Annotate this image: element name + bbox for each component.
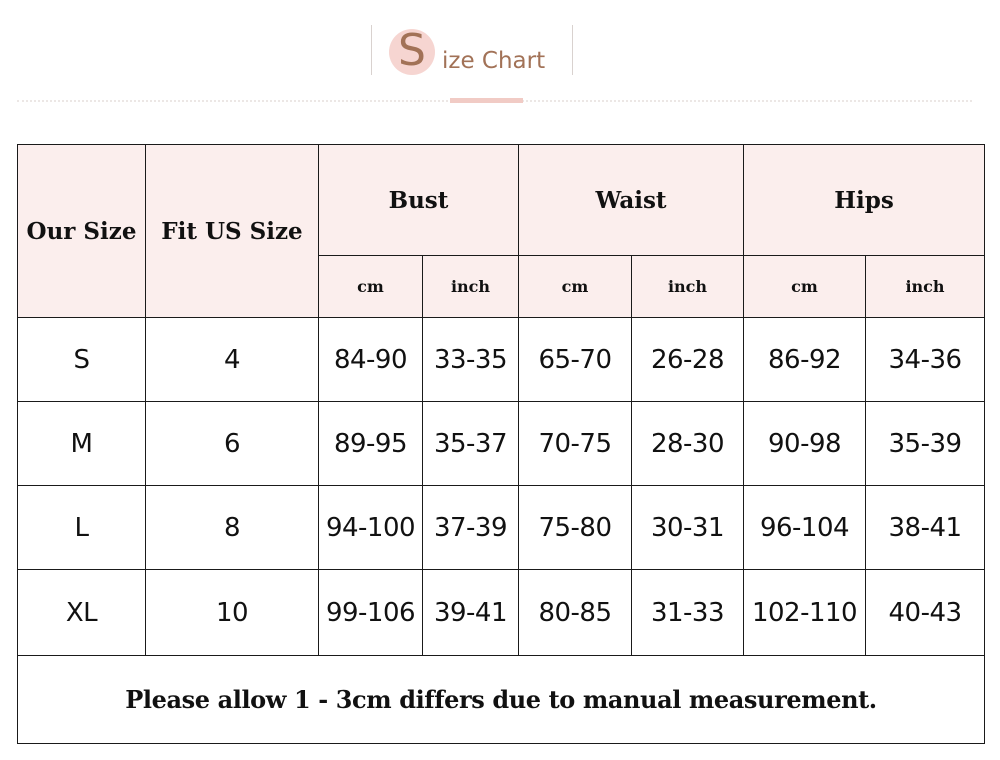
cell-waist-cm: 75-80	[519, 486, 632, 570]
table-row	[18, 318, 985, 402]
header-waist: Waist	[519, 145, 744, 256]
title-divider-right	[572, 25, 573, 75]
unit-waist-cm: cm	[519, 256, 632, 318]
cell-our-size: S	[18, 318, 146, 402]
cell-waist-inch: 28-30	[632, 402, 744, 486]
cell-waist-inch: 26-28	[632, 318, 744, 402]
title-divider-left	[371, 25, 372, 75]
cell-waist-cm: 65-70	[519, 318, 632, 402]
unit-bust-cm: cm	[319, 256, 423, 318]
table-row	[18, 570, 985, 656]
cell-us-size: 8	[146, 486, 319, 570]
size-chart-table	[17, 144, 985, 744]
cell-our-size: L	[18, 486, 146, 570]
cell-our-size: XL	[18, 570, 146, 656]
cell-bust-inch: 39-41	[423, 570, 519, 656]
cell-hips-cm: 102-110	[744, 570, 866, 656]
measurement-note: Please allow 1 - 3cm differs due to manual measurement.	[18, 656, 985, 744]
cell-bust-inch: 35-37	[423, 402, 519, 486]
unit-bust-inch: inch	[423, 256, 519, 318]
header-accent-bar	[450, 98, 523, 103]
cell-hips-inch: 40-43	[866, 570, 985, 656]
table-row	[18, 402, 985, 486]
header-row	[18, 145, 985, 256]
header-our-size: Our Size	[18, 145, 146, 318]
cell-bust-cm: 89-95	[319, 402, 423, 486]
unit-hips-inch: inch	[866, 256, 985, 318]
cell-hips-inch: 34-36	[866, 318, 985, 402]
cell-bust-inch: 37-39	[423, 486, 519, 570]
table-row	[18, 486, 985, 570]
cell-waist-cm: 70-75	[519, 402, 632, 486]
cell-us-size: 4	[146, 318, 319, 402]
cell-bust-cm: 84-90	[319, 318, 423, 402]
page-title: ize Chart	[442, 48, 546, 74]
cell-hips-cm: 90-98	[744, 402, 866, 486]
cell-bust-cm: 94-100	[319, 486, 423, 570]
cell-waist-cm: 80-85	[519, 570, 632, 656]
unit-hips-cm: cm	[744, 256, 866, 318]
cell-hips-inch: 35-39	[866, 402, 985, 486]
cell-hips-cm: 96-104	[744, 486, 866, 570]
note-row	[18, 656, 985, 744]
cell-hips-cm: 86-92	[744, 318, 866, 402]
cell-bust-cm: 99-106	[319, 570, 423, 656]
cell-waist-inch: 30-31	[632, 486, 744, 570]
cell-bust-inch: 33-35	[423, 318, 519, 402]
cell-hips-inch: 38-41	[866, 486, 985, 570]
header-bust: Bust	[319, 145, 519, 256]
cell-us-size: 10	[146, 570, 319, 656]
header-hips: Hips	[744, 145, 985, 256]
cell-us-size: 6	[146, 402, 319, 486]
unit-waist-inch: inch	[632, 256, 744, 318]
title-initial: S	[398, 25, 426, 76]
header-fit-us-size: Fit US Size	[146, 145, 319, 318]
cell-waist-inch: 31-33	[632, 570, 744, 656]
cell-our-size: M	[18, 402, 146, 486]
